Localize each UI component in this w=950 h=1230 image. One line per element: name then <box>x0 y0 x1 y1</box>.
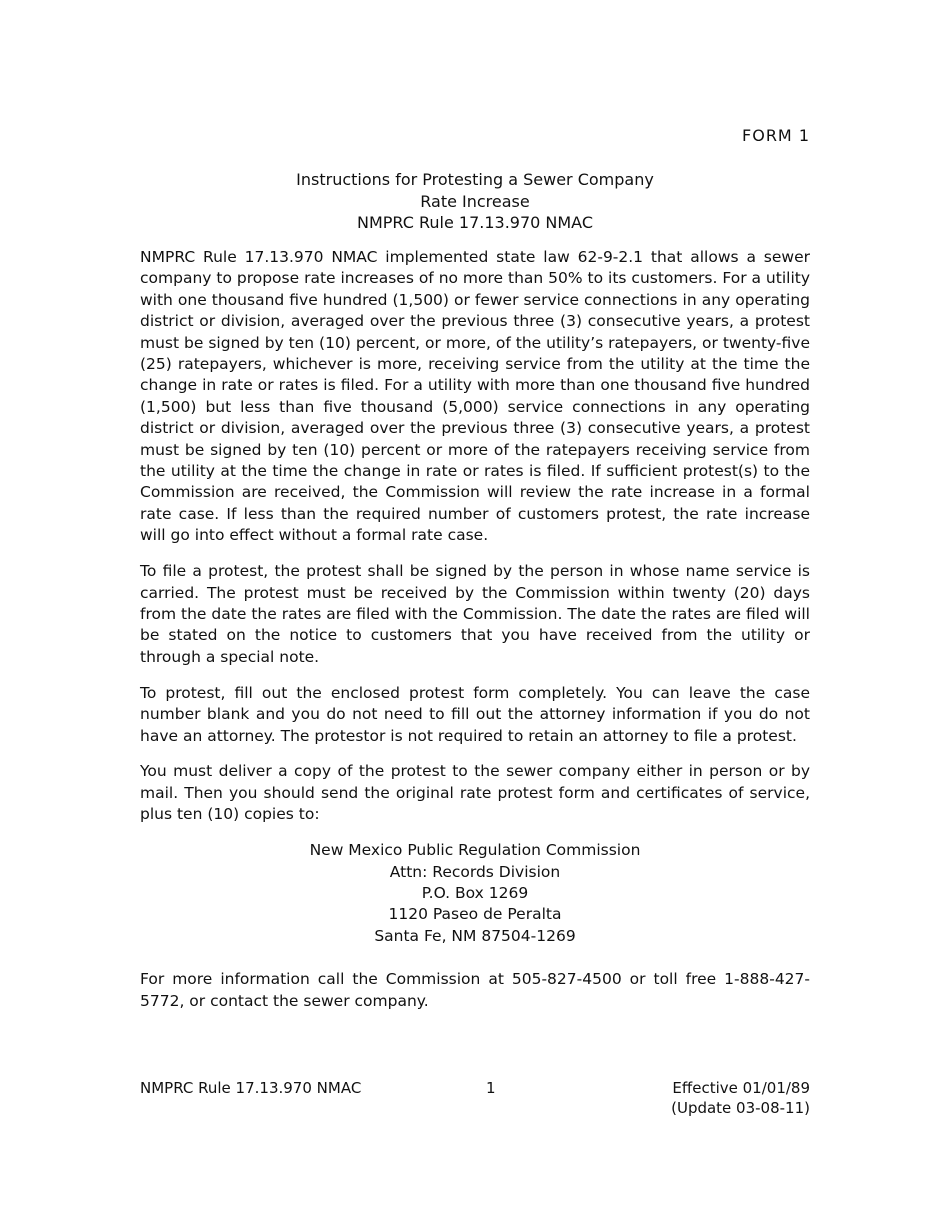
paragraph-filing-deadline: To file a protest, the protest shall be signed by the person in whose name service is carried. The protest must be received by the Commission within twenty (20) days from the date the rates are filed with the Commission. The date the rates are filed will be stated on the notice to customers that you have received from the utility or through a special note. <box>140 562 810 666</box>
paragraph-protest-form: To protest, fill out the enclosed protest form completely. You can leave the case number blank and you do not need to fill out the attorney information if you do not have an attorney. The protestor is not required to retain an attorney to file a protest. <box>140 683 810 745</box>
mailing-address <box>140 840 810 947</box>
title-line-1: Instructions for Protesting a Sewer Company <box>296 170 654 189</box>
page-number: 1 <box>486 1079 496 1097</box>
address-line-1: New Mexico Public Regulation Commission <box>309 841 641 860</box>
paragraph-rule-overview: NMPRC Rule 17.13.970 NMAC implemented state law 62-9-2.1 that allows a sewer company to propose rate increases of no more than 50% to its customers. For a utility with one thousand five hundred (1,500) or fewer service connections in any operating district or division, averaged over the previous three (3) consecutive years, a protest must be signed by ten (10) percent, or more, of the utility’s ratepayers, or twenty-five (25) ratepayers, whichever is more, receiving service from the utility at the time the change in rate or rates is filed. For a utility with more than one thousand five hundred (1,500) but less than five thousand (5,000) service connections in any operating district or division, averaged over the previous three (3) consecutive years, a protest must be signed by ten (10) percent or more of the ratepayers receiving service from the utility at the time the change in rate or rates is filed. If sufficient protest(s) to the Commission are received, the Commission will review the rate increase in a formal rate case. If less than the required number of customers protest, the rate increase will go into effect without a formal rate case. <box>140 248 810 545</box>
document-page <box>140 0 810 1230</box>
footer-effective-date: Effective 01/01/89 <box>672 1079 810 1097</box>
title-line-3: NMPRC Rule 17.13.970 NMAC <box>356 213 594 232</box>
title-line-2: Rate Increase <box>420 191 530 211</box>
form-label: FORM 1 <box>742 126 810 145</box>
footer-rule: NMPRC Rule 17.13.970 NMAC <box>140 1079 362 1097</box>
document-title <box>140 169 810 234</box>
paragraph-contact-info: For more information call the Commission at 505-827-4500 or toll free 1-888-427-5772, or contact the sewer company. <box>140 970 810 1010</box>
address-line-4: 1120 Paseo de Peralta <box>388 905 562 924</box>
footer-dates <box>671 1078 810 1118</box>
address-line-5: Santa Fe, NM 87504-1269 <box>374 926 576 945</box>
paragraph-delivery: You must deliver a copy of the protest to the sewer company either in person or by mail. Then you should send the original rate protest form and certificates of service, plus ten (10) copies to: <box>140 762 810 824</box>
address-line-2: Attn: Records Division <box>389 862 561 881</box>
document-body <box>140 247 810 1027</box>
footer-update-date: (Update 03-08-11) <box>671 1099 810 1117</box>
address-line-3: P.O. Box 1269 <box>421 883 529 902</box>
